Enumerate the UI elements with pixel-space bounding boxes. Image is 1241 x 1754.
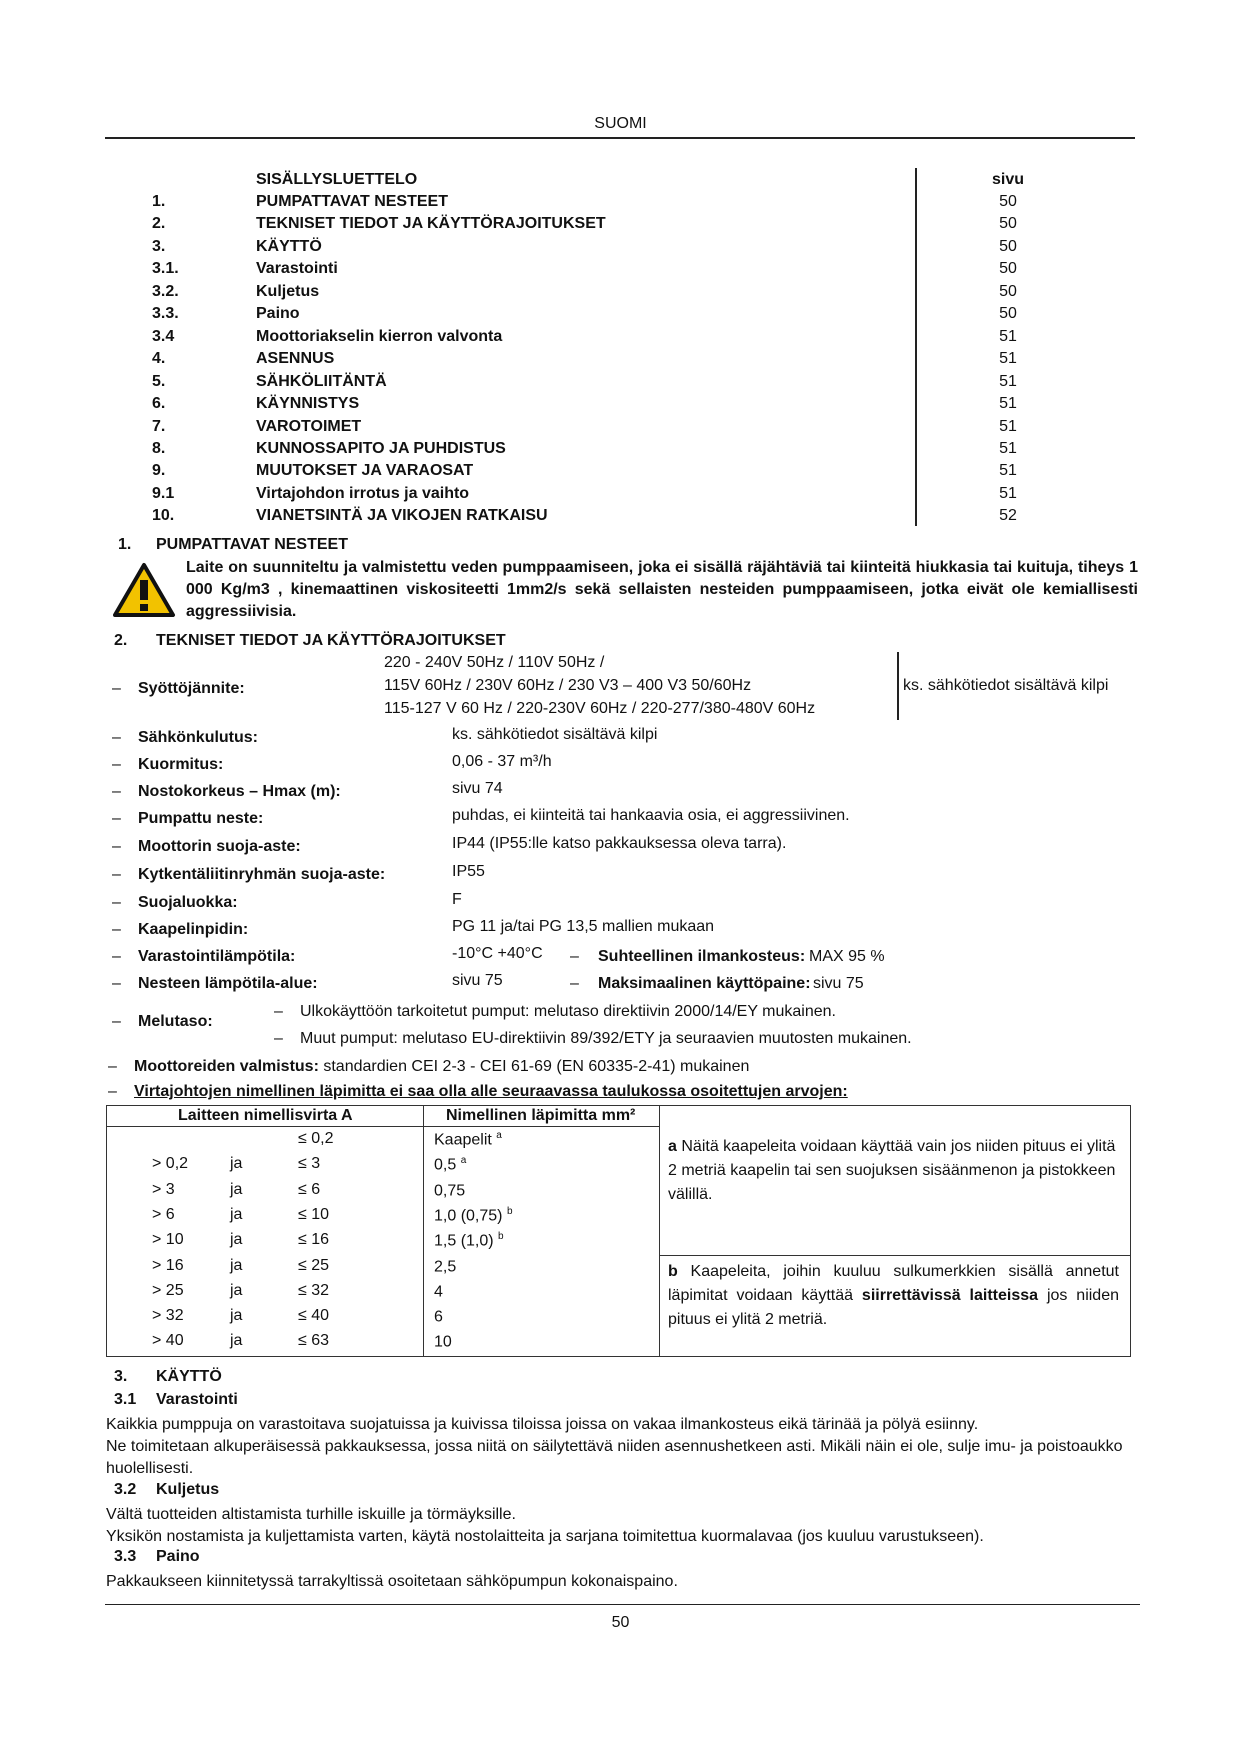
spec-label: Moottorin suoja-aste: (138, 838, 301, 855)
max-pressure-value: sivu 75 (813, 975, 864, 992)
spec-row (0, 918, 1241, 945)
table-border (106, 1105, 1131, 1106)
toc-item-title: VAROTOIMET (256, 418, 362, 435)
spec-value: IP55 (452, 863, 485, 880)
header-rule (105, 137, 1135, 139)
toc-item-page: 52 (999, 507, 1017, 524)
table-cell-from: > 16 (152, 1257, 184, 1274)
table-border (106, 1356, 1131, 1357)
table-cell-and: ja (230, 1231, 243, 1248)
table-cell-to: ≤ 10 (298, 1206, 330, 1223)
voltage-dash: – (112, 680, 121, 697)
motors-value: standardien CEI 2-3 - CEI 61-69 (EN 60335-2-41) mukainen (323, 1058, 750, 1075)
noise-label: Melutaso: (138, 1013, 213, 1030)
toc-item-page: 51 (999, 328, 1017, 345)
toc-row (0, 193, 1241, 215)
toc-item-number: 5. (152, 373, 166, 390)
spec-row (0, 807, 1241, 834)
toc-item-title: SÄHKÖLIITÄNTÄ (256, 373, 387, 390)
table-cell-to: ≤ 0,2 (298, 1130, 334, 1147)
storage-text-1: Kaikkia pumppuja on varastoitava suojatuissa ja kuivissa tiloissa joissa on vakaa ilmankosteus eikä tärinää ja pölyä esiinny. (106, 1416, 979, 1433)
size-value: Kaapelit (434, 1131, 492, 1149)
cable-title: Virtajohtojen nimellinen läpimitta ei saa olla alle seuraavassa taulukossa osoitettujen arvojen: (134, 1083, 848, 1100)
toc-item-title: Virtajohdon irrotus ja vaihto (256, 485, 470, 502)
toc-item-page: 51 (999, 440, 1017, 457)
toc-item-number: 10. (152, 507, 175, 524)
toc-row (0, 395, 1241, 417)
table-cell-to: ≤ 16 (298, 1231, 330, 1248)
toc-item-title: ASENNUS (256, 350, 335, 367)
weight-text: Pakkaukseen kiinnitetyssä tarrakyltissä osoitetaan sähköpumpun kokonaispaino. (106, 1573, 678, 1590)
toc-row (0, 238, 1241, 260)
toc-item-number: 3.3. (152, 305, 179, 322)
transport-text-1: Vältä tuotteiden altistamista turhille iskuille ja törmäyksille. (106, 1506, 516, 1523)
section3-2-title: Kuljetus (156, 1481, 220, 1498)
toc-item-page: 50 (999, 193, 1017, 210)
toc-item-number: 3.4 (152, 328, 175, 345)
spec-label: Sähkönkulutus: (138, 729, 259, 746)
toc-item-page: 51 (999, 395, 1017, 412)
size-value: 0,5 (434, 1156, 457, 1174)
spec-value: F (452, 891, 462, 908)
voltage-label: Syöttöjännite: (138, 680, 245, 697)
toc-row (0, 350, 1241, 372)
table-cell-from: > 25 (152, 1282, 184, 1299)
toc-item-page: 50 (999, 215, 1017, 232)
size-footnote: b (506, 1206, 513, 1217)
toc-item-title: Kuljetus (256, 283, 320, 300)
noise-dash: – (274, 1030, 283, 1047)
table-cell-size (434, 1257, 456, 1276)
fluid-temp-row (0, 972, 1241, 999)
toc-row (0, 283, 1241, 305)
table-cell-and: ja (230, 1257, 243, 1274)
motors-dash: – (108, 1058, 117, 1075)
table-cell-size (434, 1231, 504, 1250)
spec-value: PG 11 ja/tai PG 13,5 mallien mukaan (452, 918, 715, 935)
table-header-current: Laitteen nimellisvirta A (178, 1107, 353, 1124)
spec-row (0, 863, 1241, 890)
page-number: 50 (611, 1614, 630, 1631)
toc-item-number: 9. (152, 462, 166, 479)
section1-title: PUMPATTAVAT NESTEET (156, 536, 348, 553)
transport-text-2: Yksikön nostamista ja kuljettamista varten, käytä nostolaitteita ja sarjana toimitettua kuormalavaa (jos kuuluu varustukseen). (106, 1528, 984, 1545)
cable-dash: – (108, 1083, 117, 1100)
table-cell-size (434, 1206, 513, 1225)
note-b-text: Kaapeleita, joihin kuuluu sulkumerkkien sisällä annetut läpimitat voidaan käyttää (668, 1263, 1119, 1304)
spec-dash: – (112, 975, 121, 992)
table-cell-to: ≤ 6 (298, 1181, 321, 1198)
table-cell-from: > 6 (152, 1206, 175, 1223)
section3-1-number: 3.1 (114, 1391, 137, 1408)
spec-row (0, 835, 1241, 862)
table-cell-from: > 40 (152, 1332, 184, 1349)
toc-item-number: 4. (152, 350, 166, 367)
toc-item-title: Paino (256, 305, 300, 322)
max-pressure-label: Maksimaalinen käyttöpaine: (598, 975, 811, 992)
table-border (423, 1105, 424, 1357)
note-a-text: Näitä kaapeleita voidaan käyttää vain jos niiden pituus ei ylitä 2 metriä kaapelin tai sen suojuksen sisäänmenon ja pistokkeen välillä. (668, 1138, 1116, 1203)
toc-item-title: Moottoriakselin kierron valvonta (256, 328, 503, 345)
noise-dash: – (274, 1003, 283, 1020)
toc-item-page: 50 (999, 305, 1017, 322)
toc-row (0, 305, 1241, 327)
table-cell-and: ja (230, 1307, 243, 1324)
spec-label: Kytkentäliitinryhmän suoja-aste: (138, 866, 386, 883)
toc-row (0, 328, 1241, 350)
table-cell-and: ja (230, 1282, 243, 1299)
spec-dash: – (112, 756, 121, 773)
size-value: 2,5 (434, 1258, 457, 1276)
toc-item-number: 9.1 (152, 485, 175, 502)
spec-value: ks. sähkötiedot sisältävä kilpi (452, 726, 658, 743)
toc-item-number: 7. (152, 418, 166, 435)
toc-item-number: 3.2. (152, 283, 179, 300)
toc-item-page: 50 (999, 238, 1017, 255)
toc-row (0, 485, 1241, 507)
noise-line-2: Muut pumput: melutaso EU-direktiivin 89/392/ETY ja seuraavien muutosten mukainen. (300, 1030, 912, 1047)
size-footnote: a (496, 1130, 502, 1141)
spec-dash: – (112, 783, 121, 800)
voltage-line-3: 115-127 V 60 Hz / 220-230V 60Hz / 220-277/380-480V 60Hz (384, 700, 816, 717)
toc-item-page: 50 (999, 260, 1017, 277)
note-b-text-end: jos niiden pituus ei ylitä 2 metriä. (668, 1287, 1120, 1328)
toc-item-number: 6. (152, 395, 166, 412)
noise-line-1: Ulkokäyttöön tarkoitetut pumput: melutaso direktiivin 2000/14/EY mukainen. (300, 1003, 836, 1020)
section2-title: TEKNISET TIEDOT JA KÄYTTÖRAJOITUKSET (156, 632, 506, 649)
note-b-mark: b (668, 1263, 678, 1280)
storage-temp-value: -10°C +40°C (452, 945, 543, 962)
table-cell-to: ≤ 40 (298, 1307, 330, 1324)
table-cell-and: ja (230, 1332, 243, 1349)
toc-divider (915, 168, 917, 526)
table-border (106, 1126, 659, 1127)
table-border (659, 1105, 660, 1357)
spec-label: Nostokorkeus – Hmax (m): (138, 783, 341, 800)
table-cell-to: ≤ 32 (298, 1282, 330, 1299)
table-cell-size (434, 1155, 466, 1174)
size-value: 1,5 (1,0) (434, 1232, 494, 1250)
spec-label: Suojaluokka: (138, 894, 238, 911)
storage-temp-label: Varastointilämpötila: (138, 948, 296, 965)
table-cell-size (434, 1130, 502, 1149)
spec-row (0, 780, 1241, 807)
note-b (668, 1260, 1119, 1332)
table-cell-from: > 0,2 (152, 1155, 189, 1172)
spec-dash: – (112, 948, 121, 965)
table-cell-to: ≤ 25 (298, 1257, 330, 1274)
toc-item-number: 2. (152, 215, 166, 232)
spec-row (0, 753, 1241, 780)
spec-label: Pumpattu neste: (138, 810, 264, 827)
table-cell-and: ja (230, 1206, 243, 1223)
section3-number: 3. (114, 1368, 128, 1385)
header-language: SUOMI (594, 115, 647, 132)
table-border (659, 1255, 1131, 1256)
size-value: 10 (434, 1333, 452, 1351)
toc-item-title: TEKNISET TIEDOT JA KÄYTTÖRAJOITUKSET (256, 215, 606, 232)
size-value: 4 (434, 1283, 443, 1301)
toc-row (0, 260, 1241, 282)
note-b-bold: siirrettävissä laitteissa (861, 1287, 1039, 1304)
spec-label: Kaapelinpidin: (138, 921, 249, 938)
toc-item-title: KÄYNNISTYS (256, 395, 360, 412)
humidity-value: MAX 95 % (809, 948, 885, 965)
toc-item-page: 51 (999, 350, 1017, 367)
note-a-mark: a (668, 1138, 677, 1155)
storage-text-2: Ne toimitetaan alkuperäisessä pakkauksessa, jossa niitä on säilytettävä niiden asennushetkeen asti. Mikäli näin ei ole, sulje imu- ja poistoaukko huolellisesti. (106, 1438, 1123, 1477)
table-border (1130, 1105, 1131, 1357)
noise-dash: – (112, 1013, 121, 1030)
spec-dash: – (112, 729, 121, 746)
note-a (668, 1135, 1123, 1207)
section3-3-title: Paino (156, 1548, 200, 1565)
spec-dash: – (112, 810, 121, 827)
table-cell-size (434, 1181, 465, 1200)
voltage-line-2: 115V 60Hz / 230V 60Hz / 230 V3 – 400 V3 50/60Hz (384, 677, 752, 694)
spec-value: 0,06 - 37 m³/h (452, 753, 552, 770)
size-footnote: b (498, 1231, 504, 1242)
table-cell-from: > 10 (152, 1231, 184, 1248)
toc-item-page: 51 (999, 462, 1017, 479)
fluid-temp-value: sivu 75 (452, 972, 503, 989)
spec-dash: – (112, 866, 121, 883)
spec-dash: – (112, 894, 121, 911)
section2-number: 2. (114, 632, 128, 649)
section3-3-number: 3.3 (114, 1548, 137, 1565)
table-cell-and: ja (230, 1155, 243, 1172)
size-footnote: a (460, 1155, 467, 1166)
spec-dash: – (570, 948, 579, 965)
voltage-note: ks. sähkötiedot sisältävä kilpi (903, 677, 1109, 694)
table-cell-and: ja (230, 1181, 243, 1198)
spec-label: Kuormitus: (138, 756, 224, 773)
spec-value: IP44 (IP55:lle katso pakkauksessa oleva tarra). (452, 835, 787, 852)
toc-item-page: 51 (999, 418, 1017, 435)
fluid-temp-label: Nesteen lämpötila-alue: (138, 975, 318, 992)
section1-warning-text: Laite on suunniteltu ja valmistettu veden pumppaamiseen, joka ei sisällä räjähtäviä tai kiinteitä hiukkasia tai kuituja, tiheys 1 000 Kg/m3 , kinemaattinen viskositeetti 1mm2/s sekä sellaisten nesteiden pumppaamiseen, jotka eivät ole kemiallisesti aggressiivisia. (186, 559, 1138, 620)
toc-item-page: 51 (999, 373, 1017, 390)
toc-item-title: KUNNOSSAPITO JA PUHDISTUS (256, 440, 506, 457)
toc-item-number: 3.1. (152, 260, 179, 277)
spec-row (0, 891, 1241, 918)
toc-item-title: VIANETSINTÄ JA VIKOJEN RATKAISU (256, 507, 548, 524)
toc-title: SISÄLLYSLUETTELO (256, 171, 418, 188)
toc-item-number: 8. (152, 440, 166, 457)
footer-rule (105, 1604, 1140, 1605)
spec-value: sivu 74 (452, 780, 503, 797)
toc-row (0, 507, 1241, 529)
table-cell-size (434, 1307, 443, 1326)
size-value: 1,0 (0,75) (434, 1207, 503, 1225)
toc-row (0, 215, 1241, 237)
toc-item-page: 50 (999, 283, 1017, 300)
warning-triangle-icon (112, 562, 176, 618)
toc-row (0, 440, 1241, 462)
table-border (106, 1105, 107, 1357)
spec-dash: – (112, 921, 121, 938)
section3-2-number: 3.2 (114, 1481, 137, 1498)
table-cell-from: > 3 (152, 1181, 175, 1198)
section3-title: KÄYTTÖ (156, 1368, 222, 1385)
table-cell-from: > 32 (152, 1307, 184, 1324)
spec-row (0, 726, 1241, 753)
toc-item-title: KÄYTTÖ (256, 238, 322, 255)
table-cell-size (434, 1332, 452, 1351)
spec-dash: – (570, 975, 579, 992)
toc-page-header: sivu (991, 171, 1024, 188)
toc-item-title: Varastointi (256, 260, 338, 277)
toc-row (0, 373, 1241, 395)
table-cell-to: ≤ 63 (298, 1332, 330, 1349)
spec-dash: – (112, 838, 121, 855)
table-cell-to: ≤ 3 (298, 1155, 321, 1172)
table-header-size: Nimellinen läpimitta mm² (446, 1107, 636, 1124)
spec-value: puhdas, ei kiinteitä tai hankaavia osia, ei aggressiivinen. (452, 807, 850, 824)
toc-row (0, 418, 1241, 440)
voltage-divider (897, 652, 899, 720)
motors-line (134, 1058, 749, 1076)
motors-label: Moottoreiden valmistus: (134, 1058, 319, 1075)
section3-1-title: Varastointi (156, 1391, 238, 1408)
toc-item-title: MUUTOKSET JA VARAOSAT (256, 462, 474, 479)
table-cell-size (434, 1282, 443, 1301)
voltage-line-1: 220 - 240V 50Hz / 110V 50Hz / (384, 654, 605, 671)
humidity-label: Suhteellinen ilmankosteus: (598, 948, 806, 965)
storage-temp-row (0, 945, 1241, 972)
toc-row (0, 462, 1241, 484)
section1-number: 1. (118, 536, 132, 553)
size-value: 0,75 (434, 1182, 466, 1200)
toc-item-title: PUMPATTAVAT NESTEET (256, 193, 448, 210)
toc-item-number: 1. (152, 193, 166, 210)
size-value: 6 (434, 1308, 443, 1326)
toc-item-page: 51 (999, 485, 1017, 502)
toc-item-number: 3. (152, 238, 166, 255)
